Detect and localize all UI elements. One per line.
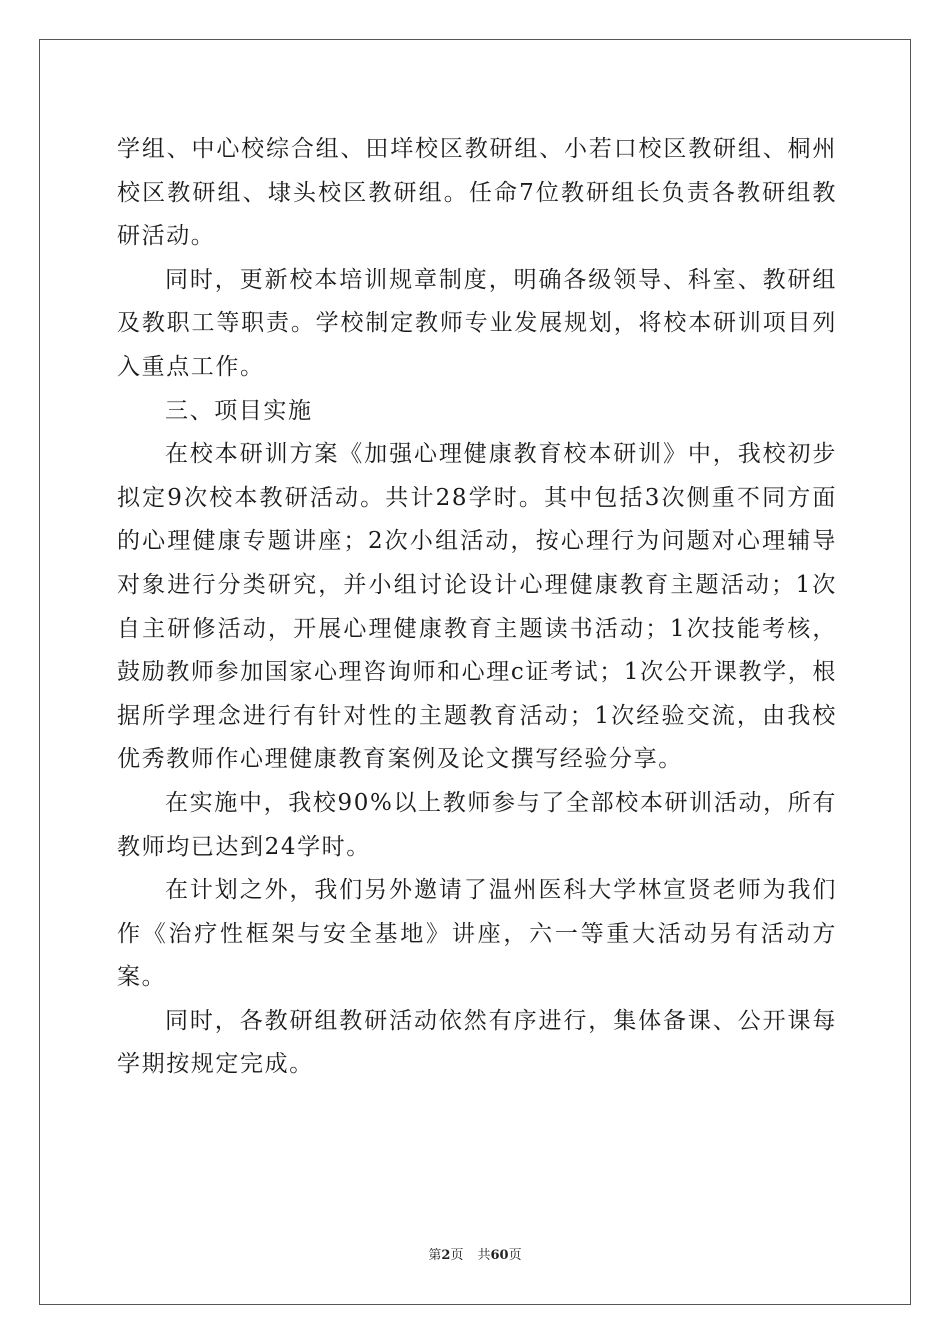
total-suffix: 页 [508, 1248, 522, 1263]
paragraph: 在校本研训方案《加强心理健康教育校本研训》中，我校初步拟定9次校本教研活动。共计28学时。其中包括3次侧重不同方面的心理健康专题讲座；2次小组活动，按心理行为问题对心理辅导对象进行分类研究，并小组讨论设计心理健康教育主题活动；1次自主研修活动，开展心理健康教育主题读书活动；1次技能考核，鼓励教师参加国家心理咨询师和心理c证考试；1次公开课教学，根据所学理念进行有针对性的主题教育活动；1次经验交流，由我校优秀教师作心理健康教育案例及论文撰写经验分享。 [117, 441, 837, 773]
page-prefix: 第 [428, 1248, 442, 1263]
page-footer [0, 1247, 950, 1265]
page-suffix: 页 [450, 1248, 464, 1263]
paragraph: 在实施中，我校90%以上教师参与了全部校本研训活动，所有教师均已达到24学时。 [117, 789, 837, 860]
total-prefix: 共 [477, 1248, 491, 1263]
page-number: 2 [441, 1248, 451, 1263]
total-pages: 60 [490, 1248, 509, 1263]
paragraph: 同时，更新校本培训规章制度，明确各级领导、科室、教研组及教职工等职责。学校制定教师专业发展规划，将校本研训项目列入重点工作。 [117, 266, 837, 380]
paragraph: 同时，各教研组教研活动依然有序进行，集体备课、公开课每学期按规定完成。 [117, 1007, 837, 1078]
document-body [117, 128, 837, 1087]
paragraph: 学组、中心校综合组、田垟校区教研组、小若口校区教研组、桐州校区教研组、埭头校区教研组。任命7位教研组长负责各教研组教研活动。 [117, 136, 837, 250]
paragraph: 在计划之外，我们另外邀请了温州医科大学林宣贤老师为我们作《治疗性框架与安全基地》讲座，六一等重大活动另有活动方案。 [117, 877, 837, 991]
section-heading: 三、项目实施 [165, 397, 313, 424]
